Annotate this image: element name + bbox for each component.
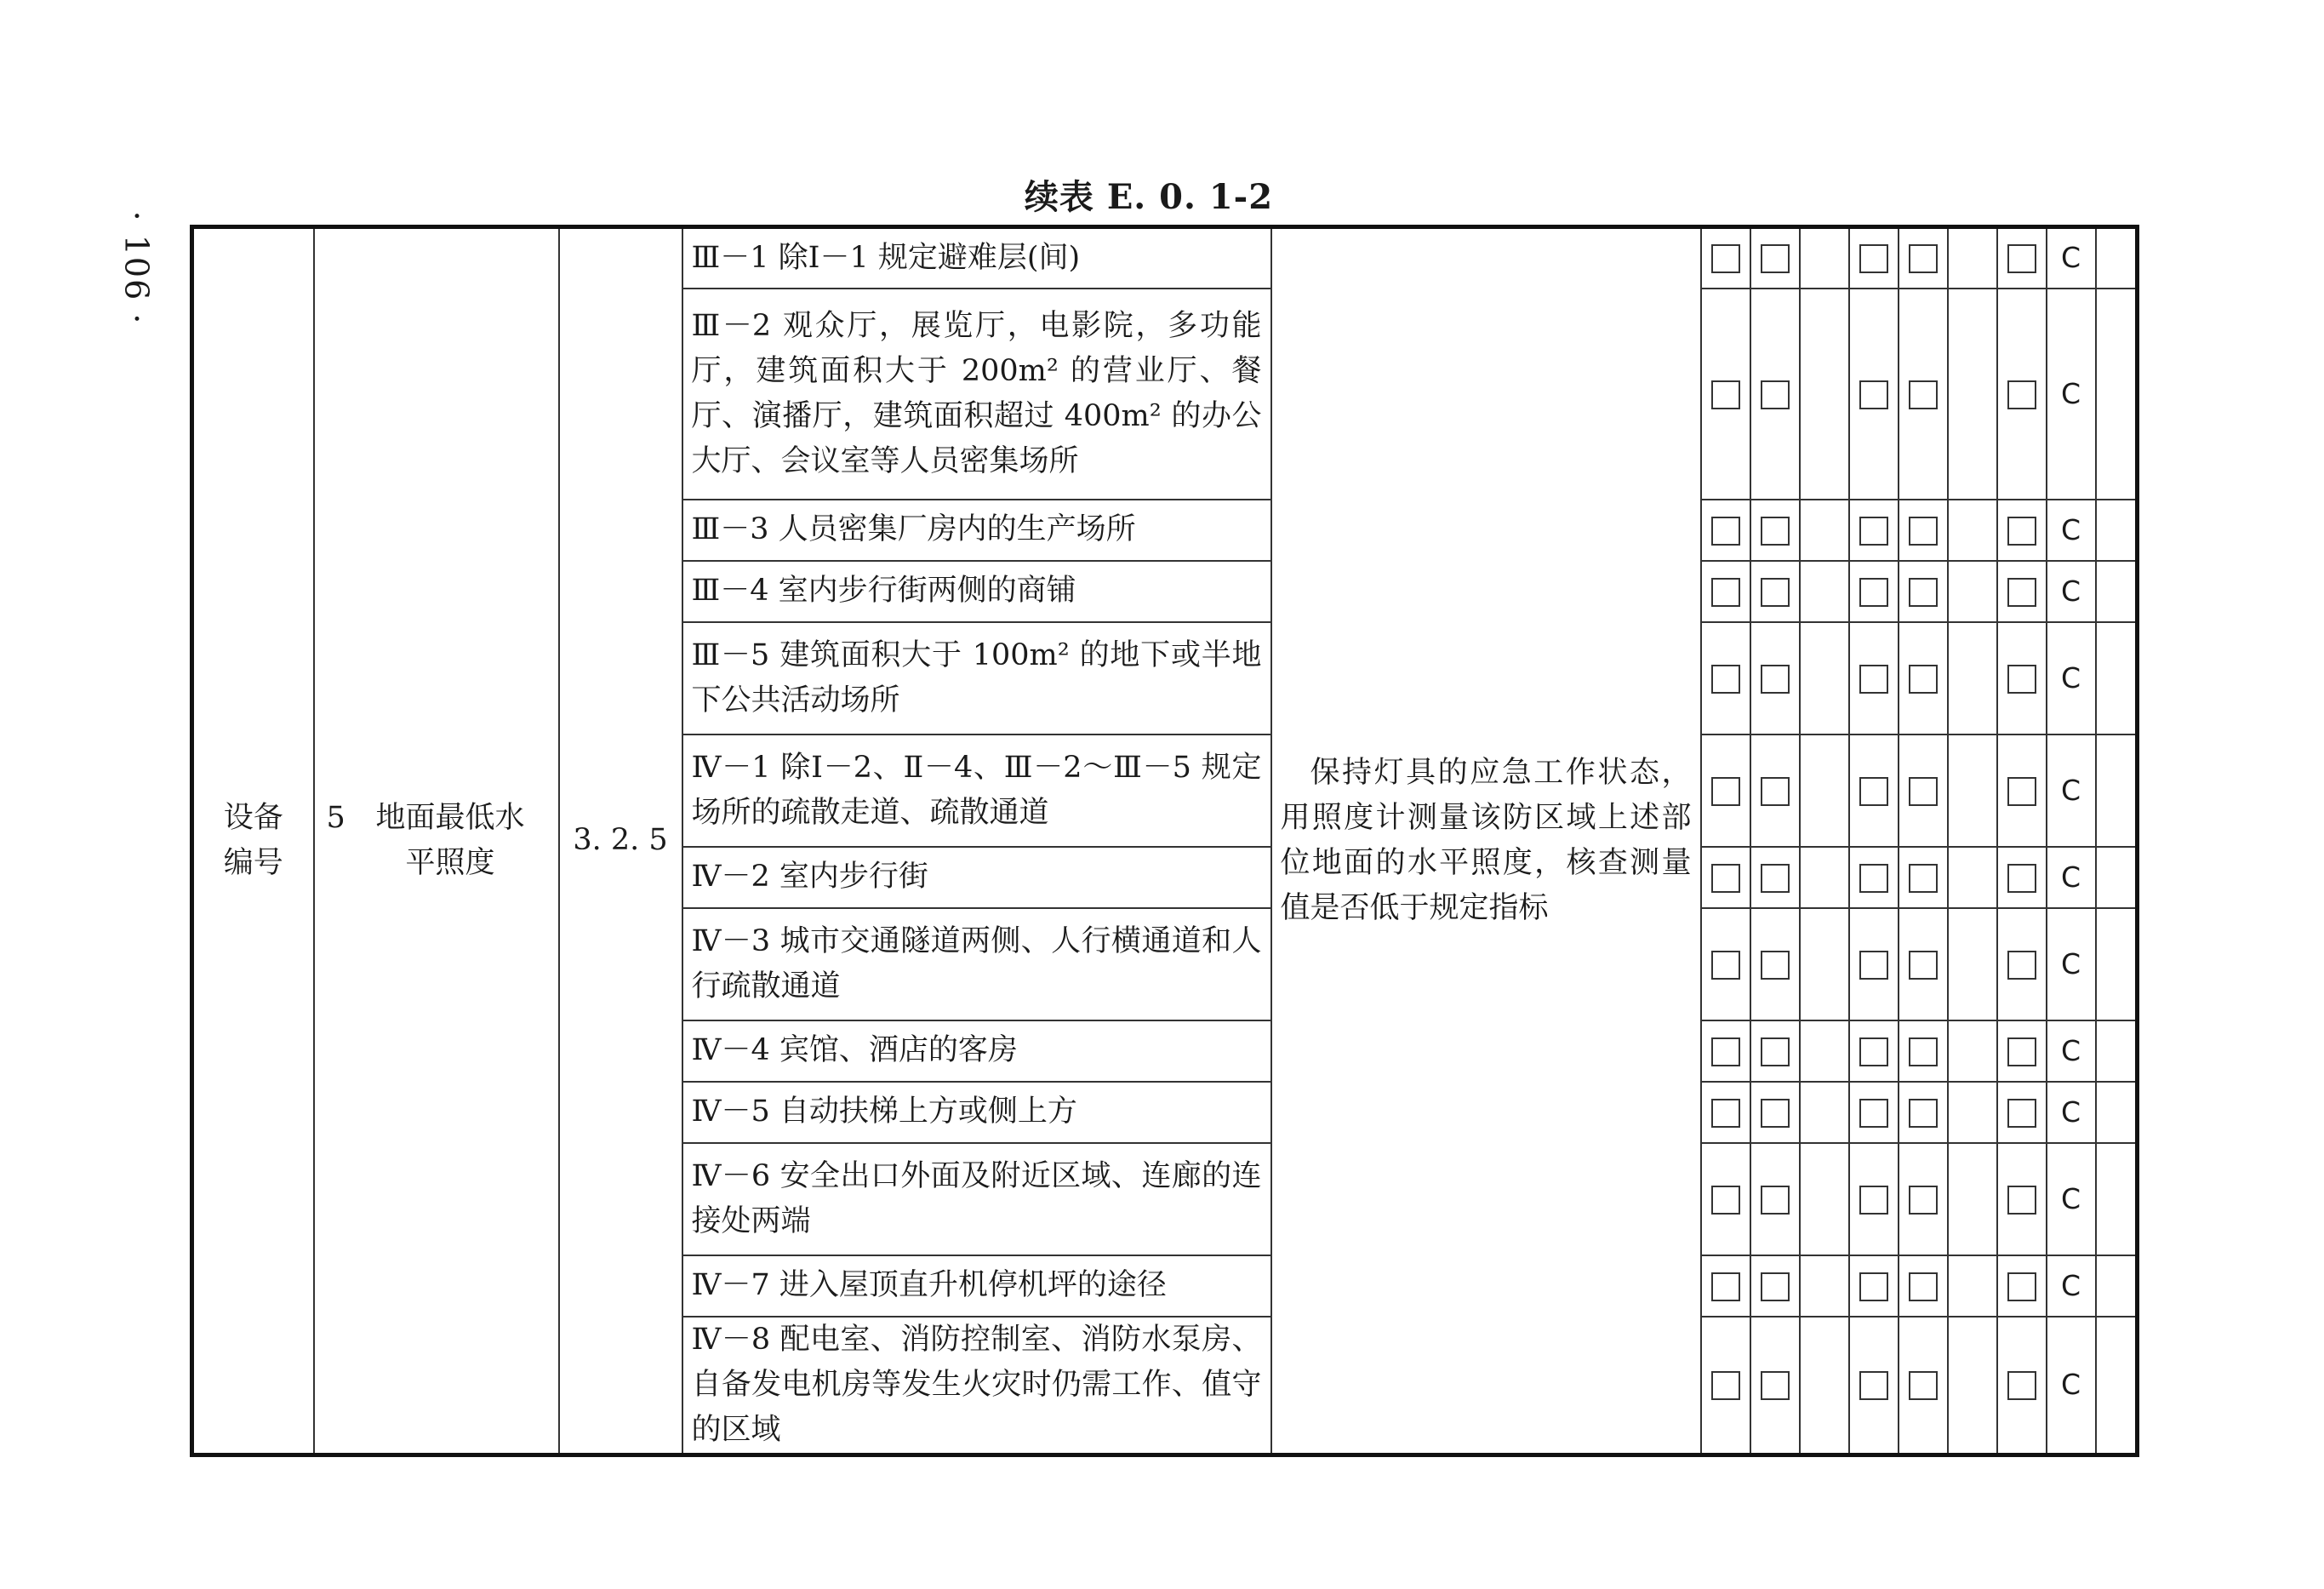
checkbox[interactable]: [1711, 244, 1740, 273]
checkbox[interactable]: [1711, 777, 1740, 806]
category-mark: C: [2060, 946, 2081, 980]
blank-cell: [1800, 1317, 1849, 1455]
mark-cell: [2047, 561, 2096, 622]
check-cell: [1701, 622, 1750, 734]
check-cell: [1750, 734, 1800, 847]
checkbox[interactable]: [2007, 665, 2036, 694]
checkbox[interactable]: [2007, 864, 2036, 893]
check-cell: [1997, 227, 2047, 289]
requirement-cell: Ⅳ－1 除Ⅰ－2、Ⅱ－4、Ⅲ－2～Ⅲ－5 规定场所的疏散走道、疏散通道: [682, 734, 1271, 847]
checkbox[interactable]: [1711, 1371, 1740, 1400]
check-cell: [1849, 734, 1899, 847]
requirement-cell: Ⅳ－3 城市交通隧道两侧、人行横通道和人行疏散通道: [682, 908, 1271, 1020]
check-cell: [1899, 908, 1948, 1020]
blank-cell: [1800, 1082, 1849, 1143]
checkbox[interactable]: [1859, 951, 1888, 980]
checkbox[interactable]: [1909, 380, 1938, 409]
blank-cell: [1800, 1020, 1849, 1082]
blank-cell: [2096, 847, 2138, 908]
checkbox[interactable]: [1761, 517, 1790, 546]
checkbox[interactable]: [1761, 951, 1790, 980]
checkbox[interactable]: [2007, 380, 2036, 409]
mark-cell: [2047, 734, 2096, 847]
checkbox[interactable]: [1859, 578, 1888, 607]
checkbox[interactable]: [1859, 244, 1888, 273]
checkbox[interactable]: [1859, 517, 1888, 546]
blank-cell: [1800, 734, 1849, 847]
category-mark: C: [2060, 773, 2081, 807]
checkbox[interactable]: [1909, 1037, 1938, 1066]
blank-cell: [1948, 847, 1997, 908]
check-cell: [1849, 1082, 1899, 1143]
check-cell: [1997, 1143, 2047, 1255]
category-mark: C: [2060, 1033, 2081, 1067]
check-cell: [1997, 908, 2047, 1020]
check-cell: [1750, 1317, 1800, 1455]
blank-cell: [2096, 500, 2138, 561]
blank-cell: [2096, 1143, 2138, 1255]
item-cell: [314, 227, 559, 1455]
blank-cell: [1800, 847, 1849, 908]
check-cell: [1849, 847, 1899, 908]
check-cell: [1750, 561, 1800, 622]
blank-cell: [1948, 1020, 1997, 1082]
mark-cell: [2047, 908, 2096, 1020]
blank-cell: [1948, 1255, 1997, 1317]
checkbox[interactable]: [2007, 517, 2036, 546]
check-cell: [1899, 622, 1948, 734]
checkbox[interactable]: [2007, 1272, 2036, 1301]
checkbox[interactable]: [1761, 1371, 1790, 1400]
check-cell: [1997, 561, 2047, 622]
blank-cell: [1800, 500, 1849, 561]
checkbox[interactable]: [1859, 864, 1888, 893]
mark-cell: [2047, 622, 2096, 734]
checkbox[interactable]: [1909, 517, 1938, 546]
blank-cell: [1948, 734, 1997, 847]
checkbox[interactable]: [1761, 1037, 1790, 1066]
blank-cell: [1800, 227, 1849, 289]
check-cell: [1997, 289, 2047, 500]
check-cell: [1899, 1317, 1948, 1455]
checkbox[interactable]: [1909, 1099, 1938, 1128]
checkbox[interactable]: [1711, 864, 1740, 893]
checkbox[interactable]: [1711, 578, 1740, 607]
table-row: [192, 227, 2138, 289]
check-cell: [1701, 1082, 1750, 1143]
checkbox[interactable]: [1711, 1099, 1740, 1128]
blank-cell: [2096, 908, 2138, 1020]
checkbox[interactable]: [1761, 1186, 1790, 1215]
category-mark: C: [2060, 1095, 2081, 1129]
check-cell: [1750, 1020, 1800, 1082]
blank-cell: [2096, 1317, 2138, 1455]
device-label-cell: [192, 227, 314, 1455]
checkbox[interactable]: [1859, 1272, 1888, 1301]
checkbox[interactable]: [2007, 1037, 2036, 1066]
checkbox[interactable]: [1859, 1099, 1888, 1128]
checkbox[interactable]: [1909, 578, 1938, 607]
check-cell: [1701, 1143, 1750, 1255]
checkbox[interactable]: [2007, 244, 2036, 273]
blank-cell: [1800, 1255, 1849, 1317]
device-label: 设备 编号: [223, 800, 283, 880]
checkbox[interactable]: [1859, 1186, 1888, 1215]
check-cell: [1849, 908, 1899, 1020]
blank-cell: [2096, 1020, 2138, 1082]
blank-cell: [1800, 908, 1849, 1020]
requirement-cell: Ⅲ－4 室内步行街两侧的商铺: [682, 561, 1271, 622]
check-cell: [1899, 561, 1948, 622]
requirement-cell: Ⅲ－2 观众厅，展览厅，电影院，多功能厅，建筑面积大于 200m² 的营业厅、餐厅、演播厅，建筑面积超过 400m² 的办公大厅、会议室等人员密集场所: [682, 289, 1271, 500]
blank-cell: [1948, 1143, 1997, 1255]
requirement-cell: Ⅲ－5 建筑面积大于 100m² 的地下或半地下公共活动场所: [682, 622, 1271, 734]
blank-cell: [2096, 622, 2138, 734]
checkbox[interactable]: [1711, 1272, 1740, 1301]
mark-cell: [2047, 500, 2096, 561]
check-cell: [1750, 1143, 1800, 1255]
check-cell: [1997, 734, 2047, 847]
check-cell: [1701, 1317, 1750, 1455]
check-cell: [1701, 908, 1750, 1020]
checkbox[interactable]: [2007, 1186, 2036, 1215]
check-cell: [1750, 289, 1800, 500]
requirement-cell: Ⅲ－1 除Ⅰ－1 规定避难层(间): [682, 227, 1271, 289]
check-cell: [1899, 1082, 1948, 1143]
check-cell: [1899, 227, 1948, 289]
checkbox[interactable]: [2007, 951, 2036, 980]
check-cell: [1849, 1143, 1899, 1255]
check-cell: [1701, 227, 1750, 289]
blank-cell: [1948, 622, 1997, 734]
check-cell: [1701, 734, 1750, 847]
check-cell: [1750, 847, 1800, 908]
checkbox[interactable]: [1761, 1272, 1790, 1301]
checkbox[interactable]: [1711, 1037, 1740, 1066]
requirement-cell: Ⅳ－8 配电室、消防控制室、消防水泵房、自备发电机房等发生火灾时仍需工作、值守的区域: [682, 1317, 1271, 1455]
table-body: [192, 227, 2138, 1455]
checkbox[interactable]: [2007, 777, 2036, 806]
blank-cell: [1948, 500, 1997, 561]
check-cell: [1701, 561, 1750, 622]
check-cell: [1849, 1317, 1899, 1455]
check-cell: [1997, 847, 2047, 908]
checkbox[interactable]: [1859, 777, 1888, 806]
blank-cell: [1948, 561, 1997, 622]
checkbox[interactable]: [1859, 1371, 1888, 1400]
mark-cell: [2047, 847, 2096, 908]
inspection-table: [190, 225, 2139, 1457]
checkbox[interactable]: [1909, 244, 1938, 273]
blank-cell: [1800, 289, 1849, 500]
checkbox[interactable]: [1909, 777, 1938, 806]
blank-cell: [1800, 1143, 1849, 1255]
page-number: · 106 ·: [117, 210, 156, 326]
check-cell: [1849, 289, 1899, 500]
category-mark: C: [2060, 860, 2081, 894]
checkbox[interactable]: [1909, 1186, 1938, 1215]
check-cell: [1899, 289, 1948, 500]
category-mark: C: [2060, 1368, 2081, 1401]
checkbox[interactable]: [1859, 1037, 1888, 1066]
mark-cell: [2047, 1143, 2096, 1255]
checkbox[interactable]: [1761, 665, 1790, 694]
check-cell: [1849, 1020, 1899, 1082]
requirement-cell: Ⅳ－7 进入屋顶直升机停机坪的途径: [682, 1255, 1271, 1317]
check-cell: [1750, 1255, 1800, 1317]
check-cell: [1849, 1255, 1899, 1317]
check-cell: [1750, 622, 1800, 734]
check-cell: [1997, 622, 2047, 734]
check-cell: [1701, 1255, 1750, 1317]
check-cell: [1899, 1143, 1948, 1255]
check-cell: [1701, 1020, 1750, 1082]
blank-cell: [2096, 289, 2138, 500]
checkbox[interactable]: [1909, 864, 1938, 893]
blank-cell: [1948, 289, 1997, 500]
category-mark: C: [2060, 512, 2081, 546]
clause-number: 3. 2. 5: [573, 823, 668, 858]
checkbox[interactable]: [2007, 1099, 2036, 1128]
check-cell: [1899, 500, 1948, 561]
check-cell: [1899, 847, 1948, 908]
check-cell: [1701, 847, 1750, 908]
blank-cell: [2096, 734, 2138, 847]
checkbox[interactable]: [1859, 380, 1888, 409]
blank-cell: [1948, 1082, 1997, 1143]
checkbox[interactable]: [1711, 665, 1740, 694]
category-mark: C: [2060, 660, 2081, 694]
checkbox[interactable]: [1711, 517, 1740, 546]
checkbox[interactable]: [1711, 380, 1740, 409]
check-cell: [1750, 1082, 1800, 1143]
check-cell: [1849, 500, 1899, 561]
mark-cell: [2047, 1255, 2096, 1317]
checkbox[interactable]: [1761, 578, 1790, 607]
checkbox[interactable]: [1909, 665, 1938, 694]
check-cell: [1849, 622, 1899, 734]
check-method-cell: 保持灯具的应急工作状态，用照度计测量该防区域上述部位地面的水平照度，核查测量值是否低于规定指标: [1271, 227, 1701, 1455]
check-cell: [1849, 227, 1899, 289]
category-mark: C: [2060, 1181, 2081, 1215]
category-mark: C: [2060, 241, 2081, 275]
check-cell: [1997, 500, 2047, 561]
checkbox[interactable]: [1761, 1099, 1790, 1128]
check-cell: [1997, 1317, 2047, 1455]
checkbox[interactable]: [1761, 244, 1790, 273]
check-cell: [1750, 227, 1800, 289]
mark-cell: [2047, 289, 2096, 500]
category-mark: C: [2060, 376, 2081, 410]
item-name: 地面最低水 平照度: [375, 800, 525, 880]
mark-cell: [2047, 1020, 2096, 1082]
checkbox[interactable]: [1711, 1186, 1740, 1215]
blank-cell: [2096, 227, 2138, 289]
blank-cell: [1948, 908, 1997, 1020]
item-number: 5: [326, 800, 345, 835]
requirement-cell: Ⅳ－2 室内步行街: [682, 847, 1271, 908]
blank-cell: [2096, 1082, 2138, 1143]
mark-cell: [2047, 227, 2096, 289]
check-cell: [1701, 500, 1750, 561]
requirement-cell: Ⅳ－6 安全出口外面及附近区域、连廊的连接处两端: [682, 1143, 1271, 1255]
requirement-cell: Ⅳ－4 宾馆、酒店的客房: [682, 1020, 1271, 1082]
check-cell: [1899, 734, 1948, 847]
blank-cell: [1800, 561, 1849, 622]
checkbox[interactable]: [1711, 951, 1740, 980]
checkbox[interactable]: [2007, 1371, 2036, 1400]
check-cell: [1750, 500, 1800, 561]
category-mark: C: [2060, 574, 2081, 608]
checkbox[interactable]: [1761, 864, 1790, 893]
check-cell: [1750, 908, 1800, 1020]
mark-cell: [2047, 1317, 2096, 1455]
checkbox[interactable]: [1909, 1272, 1938, 1301]
requirement-cell: Ⅳ－5 自动扶梯上方或侧上方: [682, 1082, 1271, 1143]
check-cell: [1701, 289, 1750, 500]
requirement-cell: Ⅲ－3 人员密集厂房内的生产场所: [682, 500, 1271, 561]
table-title: 续表 E. 0. 1-2: [1024, 177, 1274, 217]
checkbox[interactable]: [1909, 1371, 1938, 1400]
check-cell: [1899, 1020, 1948, 1082]
checkbox[interactable]: [1859, 665, 1888, 694]
check-cell: [1997, 1255, 2047, 1317]
category-mark: C: [2060, 1268, 2081, 1302]
checkbox[interactable]: [1761, 777, 1790, 806]
blank-cell: [2096, 1255, 2138, 1317]
checkbox[interactable]: [1761, 380, 1790, 409]
check-cell: [1997, 1082, 2047, 1143]
blank-cell: [1800, 622, 1849, 734]
blank-cell: [1948, 1317, 1997, 1455]
check-cell: [1849, 561, 1899, 622]
blank-cell: [1948, 227, 1997, 289]
check-cell: [1997, 1020, 2047, 1082]
clause-cell: [559, 227, 682, 1455]
blank-cell: [2096, 561, 2138, 622]
mark-cell: [2047, 1082, 2096, 1143]
checkbox[interactable]: [2007, 578, 2036, 607]
check-cell: [1899, 1255, 1948, 1317]
checkbox[interactable]: [1909, 951, 1938, 980]
